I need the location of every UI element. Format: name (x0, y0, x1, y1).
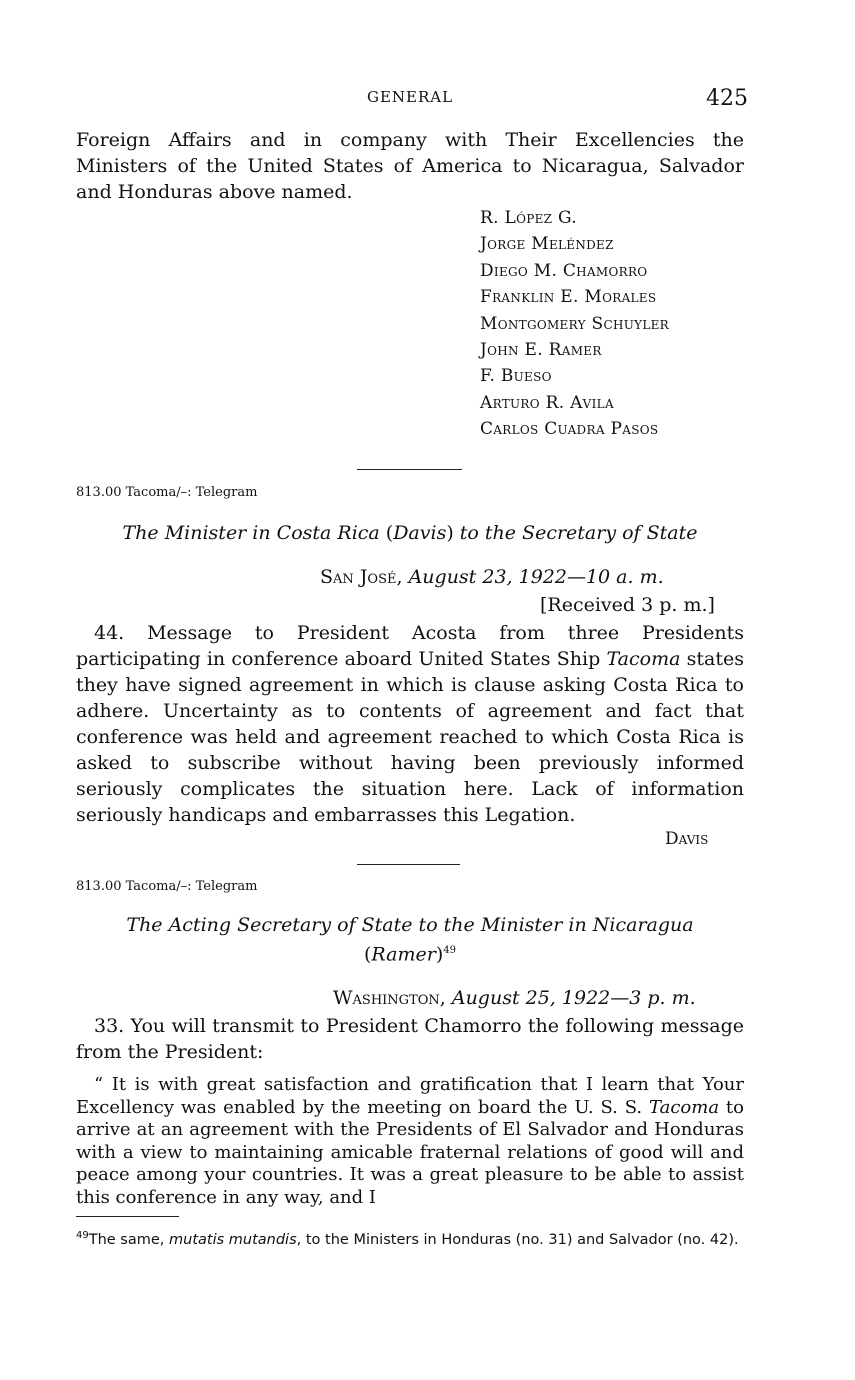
heading-paren-close: ) (446, 522, 454, 544)
footnote-italic: mutatis mutandis (169, 1231, 297, 1248)
heading-paren-close: ) (435, 943, 444, 966)
received-note: [Received 3 p. m.] (540, 594, 715, 616)
dateline (333, 987, 696, 1009)
signatory: Diego M. Chamorro (480, 260, 648, 281)
heading-paren-open: ( (385, 522, 394, 544)
heading-name: Davis (393, 522, 447, 544)
body-text: 44. Message to President Acosta from three Presidents participating in conference aboard United States Ship (76, 622, 744, 670)
footnote-rule (76, 1216, 179, 1217)
section-divider (357, 864, 460, 865)
heading-text: to the Secretary of State (453, 522, 698, 544)
dateline-date: August 25, 1922—3 p. m. (445, 987, 696, 1009)
body-text: states they have signed agreement in which is clause asking Costa Rica to adhere. Uncertainty as to contents of agreement and fact that conference was held and agreement reached to which Costa Rica is asked to subscribe without having been previously informed seriously complicates the situation here. Lack of information seriously handicaps and embarrasses this Legation. (76, 648, 744, 826)
signatory: Carlos Cuadra Pasos (480, 419, 659, 440)
dateline-place: San José, (320, 566, 403, 588)
ship-name: Tacoma (649, 1096, 720, 1118)
footnote-text: , to the Ministers in Honduras (no. 31) and Salvador (no. 42). (296, 1231, 739, 1248)
running-title: GENERAL (367, 88, 454, 106)
file-reference: 813.00 Tacoma/–: Telegram (76, 879, 258, 894)
page-number: 425 (706, 86, 748, 111)
signatory: John E. Ramer (480, 340, 602, 361)
signoff: Davis (665, 829, 709, 849)
dateline-date: August 23, 1922—10 a. m. (402, 566, 664, 588)
ship-name: Tacoma (606, 648, 681, 670)
signatory: F. Bueso (480, 366, 552, 387)
section-divider (357, 469, 462, 470)
dateline-place: Washington, (333, 987, 446, 1009)
document-heading (76, 912, 744, 967)
heading-text: The Acting Secretary of State to the Minister in Nicaragua (126, 914, 694, 936)
quoted-message (76, 1074, 744, 1209)
dateline (320, 566, 664, 588)
signatory: Montgomery Schuyler (480, 313, 670, 334)
heading-line (76, 938, 744, 967)
signatory: R. López G. (480, 208, 577, 228)
quote-text: to arrive at an agreement with the Presidents of El Salvador and Honduras with a view to maintaining amicable fraternal relations of good will and peace among your countries. It was a great pleasure to be able to assist this conference in any way, and I (76, 1096, 744, 1208)
heading-paren-open: ( (364, 943, 372, 966)
heading-text: The Minister in Costa Rica (122, 522, 386, 544)
file-reference: 813.00 Tacoma/–: Telegram (76, 485, 258, 500)
heading-name: Ramer (371, 943, 436, 966)
footnote-mark: 49 (76, 1230, 89, 1241)
telegram-body (76, 620, 744, 828)
footnote-marker: 49 (443, 945, 456, 956)
signatory: Franklin E. Morales (480, 287, 657, 308)
signatory: Jorge Meléndez (480, 234, 614, 255)
telegram-body: 33. You will transmit to President Chamorro the following message from the President: (76, 1015, 744, 1063)
signatory-list (480, 205, 669, 443)
running-head (0, 86, 855, 110)
footnote-text: The same, (88, 1231, 170, 1248)
signatory: Arturo R. Avila (480, 392, 614, 413)
footnote (76, 1226, 744, 1250)
opening-paragraph: Foreign Affairs and in company with Their Excellencies the Ministers of the United States of America to Nicaragua, Salvador and Honduras above named. (76, 129, 744, 203)
quote-text: “ It is with great satisfaction and gratification that I learn that Your Excellency was enabled by the meeting on board the U. S. S. (76, 1074, 744, 1118)
document-heading (76, 520, 744, 546)
